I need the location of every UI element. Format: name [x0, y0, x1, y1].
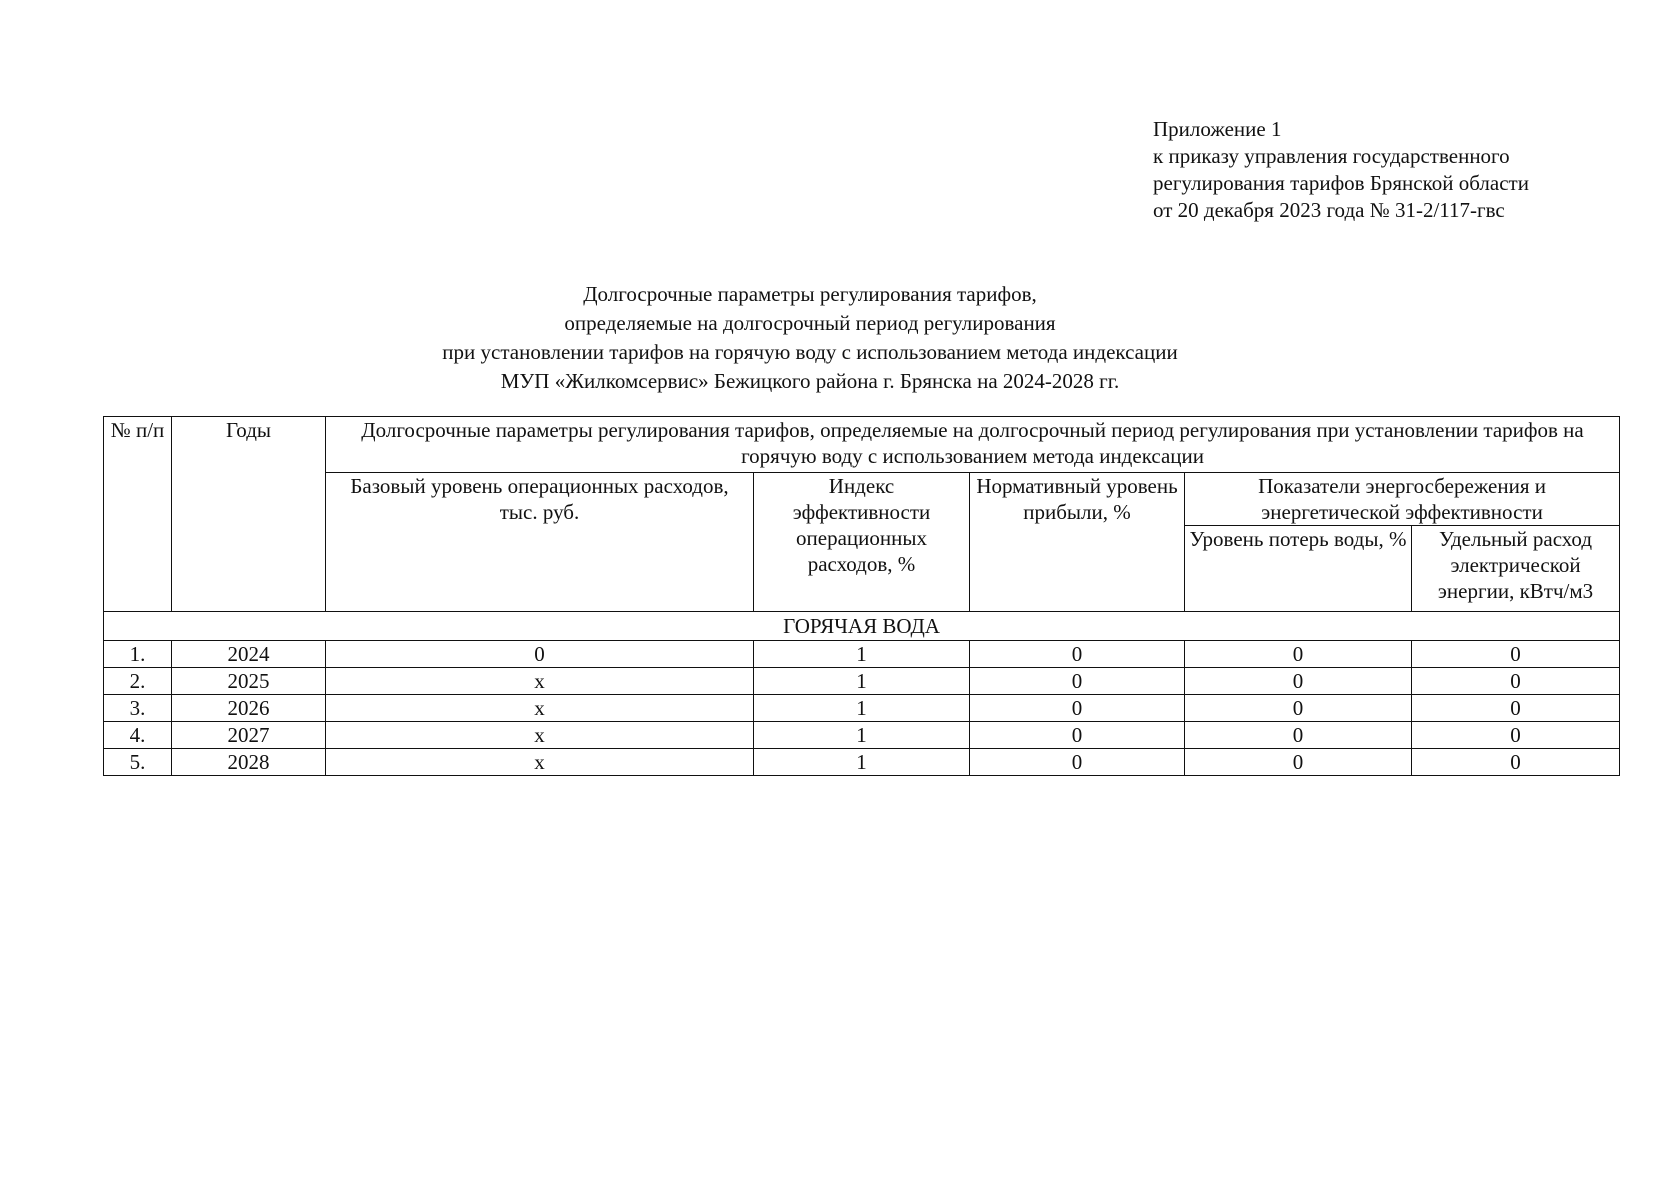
appendix-block [1153, 116, 1529, 224]
section-label: ГОРЯЧАЯ ВОДА [104, 612, 1620, 641]
cell-electricity: 0 [1412, 749, 1620, 776]
parameters-table [103, 416, 1620, 776]
cell-water-loss: 0 [1185, 722, 1412, 749]
cell-num: 2. [104, 668, 172, 695]
cell-base-cost: х [326, 722, 754, 749]
cell-electricity: 0 [1412, 668, 1620, 695]
table-row [104, 749, 1620, 776]
header-electricity: Удельный расход электрической энергии, кВтч/м3 [1412, 526, 1620, 612]
table-header-row [104, 473, 1620, 526]
header-water-loss: Уровень потерь воды, % [1185, 526, 1412, 612]
title-line: при установлении тарифов на горячую воду с использованием метода индексации [442, 340, 1178, 364]
cell-num: 5. [104, 749, 172, 776]
appendix-line: к приказу управления государственного [1153, 144, 1510, 168]
cell-efficiency-index: 1 [754, 668, 970, 695]
cell-year: 2024 [172, 641, 326, 668]
title-line: МУП «Жилкомсервис» Бежицкого района г. Брянска на 2024-2028 гг. [500, 369, 1120, 393]
table-row [104, 695, 1620, 722]
cell-year: 2025 [172, 668, 326, 695]
header-efficiency-index: Индекс эффективности операционных расходов, % [754, 473, 970, 612]
cell-num: 3. [104, 695, 172, 722]
header-num: № п/п [104, 417, 172, 612]
section-row [104, 612, 1620, 641]
cell-base-cost: х [326, 695, 754, 722]
cell-efficiency-index: 1 [754, 641, 970, 668]
cell-efficiency-index: 1 [754, 749, 970, 776]
appendix-line: регулирования тарифов Брянской области [1153, 171, 1529, 195]
cell-water-loss: 0 [1185, 749, 1412, 776]
cell-num: 4. [104, 722, 172, 749]
cell-profit-level: 0 [970, 722, 1185, 749]
cell-water-loss: 0 [1185, 695, 1412, 722]
cell-profit-level: 0 [970, 641, 1185, 668]
cell-water-loss: 0 [1185, 641, 1412, 668]
appendix-line: от 20 декабря 2023 года № 31-2/117-гвс [1153, 198, 1505, 222]
cell-year: 2027 [172, 722, 326, 749]
cell-base-cost: х [326, 668, 754, 695]
header-energy-group: Показатели энергосбережения и энергетической эффективности [1185, 473, 1620, 526]
cell-year: 2026 [172, 695, 326, 722]
table-header-row [104, 417, 1620, 473]
title-line: определяемые на долгосрочный период регулирования [564, 311, 1056, 335]
cell-electricity: 0 [1412, 722, 1620, 749]
document-title [300, 280, 1320, 396]
appendix-line: Приложение 1 [1153, 117, 1282, 141]
cell-base-cost: 0 [326, 641, 754, 668]
table-row [104, 722, 1620, 749]
cell-base-cost: х [326, 749, 754, 776]
title-line: Долгосрочные параметры регулирования тарифов, [583, 282, 1037, 306]
header-group: Долгосрочные параметры регулирования тарифов, определяемые на долгосрочный период регулирования при установлении тарифов на горячую воду с использованием метода индексации [326, 417, 1620, 473]
header-profit-level: Нормативный уровень прибыли, % [970, 473, 1185, 612]
table-row [104, 668, 1620, 695]
cell-year: 2028 [172, 749, 326, 776]
cell-water-loss: 0 [1185, 668, 1412, 695]
cell-electricity: 0 [1412, 641, 1620, 668]
cell-efficiency-index: 1 [754, 722, 970, 749]
table-row [104, 641, 1620, 668]
cell-efficiency-index: 1 [754, 695, 970, 722]
cell-electricity: 0 [1412, 695, 1620, 722]
cell-profit-level: 0 [970, 668, 1185, 695]
header-base-cost: Базовый уровень операционных расходов, тыс. руб. [326, 473, 754, 612]
cell-profit-level: 0 [970, 749, 1185, 776]
cell-profit-level: 0 [970, 695, 1185, 722]
header-years: Годы [172, 417, 326, 612]
cell-num: 1. [104, 641, 172, 668]
